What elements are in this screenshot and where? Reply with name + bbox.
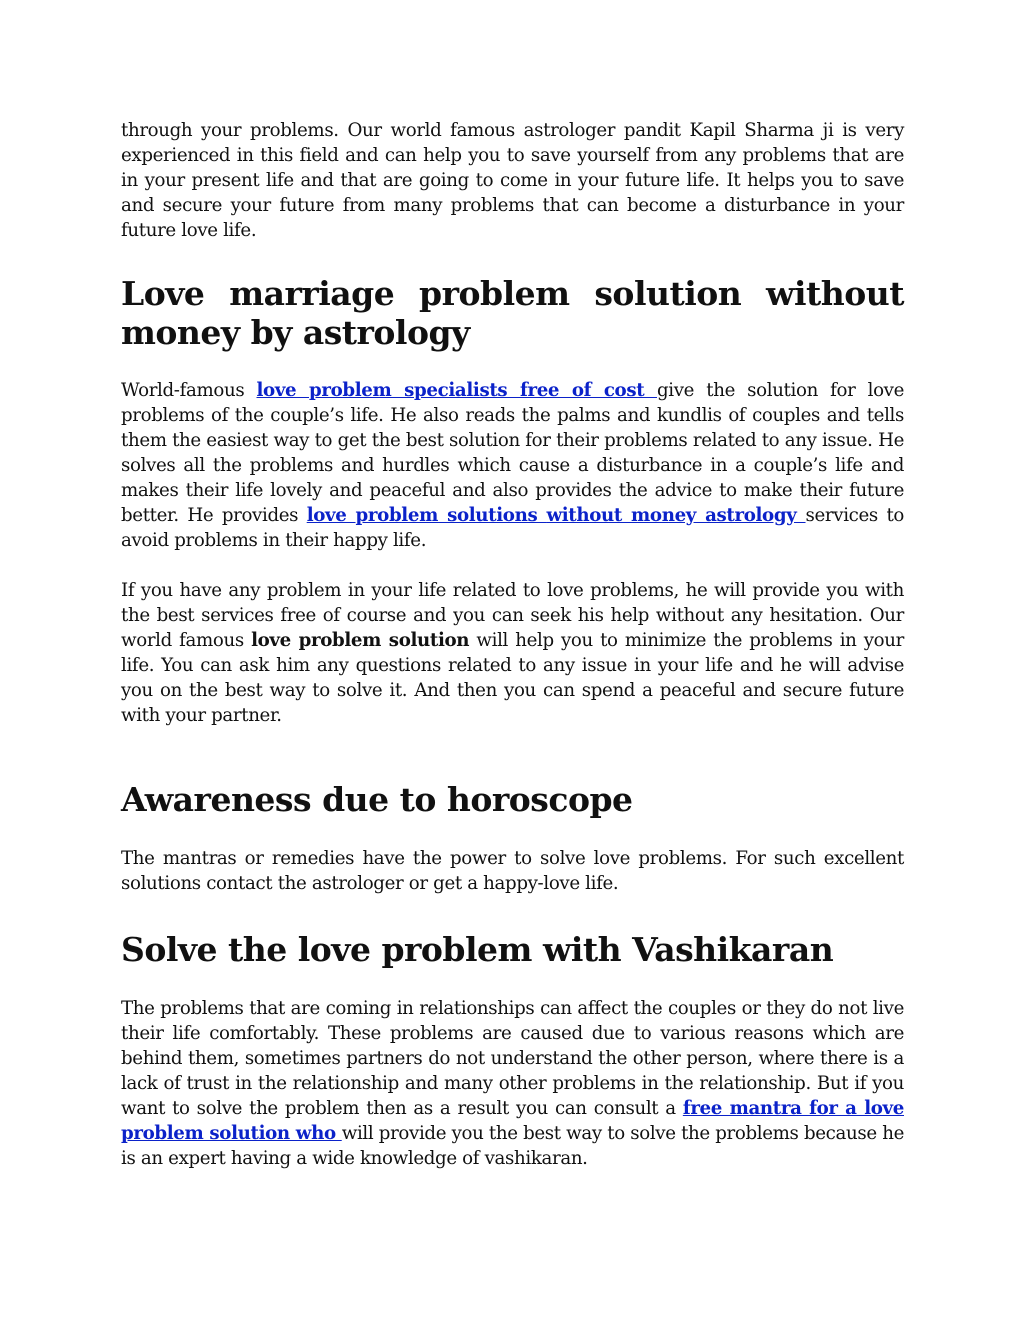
paragraph-if-you-have: [121, 578, 904, 728]
paragraph-relationships: [121, 996, 904, 1171]
paragraph-world-famous: [121, 378, 904, 553]
link-love-problem-solutions[interactable]: love problem solutions: [306, 505, 547, 526]
link-love-problem-specialists[interactable]: love problem specialists free of cost: [256, 380, 657, 401]
bold-love-problem-solution: love problem solution: [251, 630, 470, 651]
heading-awareness: Awareness due to horoscope: [121, 780, 633, 819]
intro-paragraph: through your problems. Our world famous astrologer pandit Kapil Sharma ji is very experienced in this field and can help you to save yourself from any problems that are in your present life and that are going to come in your future life. It helps you to save and secure your future from many problems that can become a disturbance in your future love life.: [121, 120, 904, 241]
heading-vashikaran: Solve the love problem with Vashikaran: [121, 930, 834, 969]
text-segment: The problems that are coming in relationships can affect the couples or they do not live their life comfortably. These problems are caused due to various reasons which are behind them, sometimes partners do not understand the other person, where there is a lack of trust in the relationship and many other problems in the relationship. But if you want to solve the problem then as a result you can consult a: [121, 998, 904, 1119]
link-without-money-astrology[interactable]: without money astrology: [546, 505, 806, 526]
text-segment: services to avoid problems in their happy life.: [121, 505, 904, 551]
link-free-mantra[interactable]: free mantra for a love problem solution who: [121, 1098, 904, 1144]
heading-love-marriage: Love marriage problem solution without money by astrology: [121, 274, 904, 352]
text-segment: If you have any problem in your life related to love problems, he will provide you with the best services free of course and you can seek his help without any hesitation. Our world famous: [121, 580, 904, 651]
text-segment: give the solution for love problems of the couple’s life. He also reads the palms and kundlis of couples and tells them the easiest way to get the best solution for their problems related to any issue. He solves all the problems and hurdles which cause a disturbance in a couple’s life and makes their life lovely and peaceful and also provides the advice to make their future better. He provides: [121, 380, 905, 526]
text-segment: will help you to minimize the problems in your life. You can ask him any questions related to any issue in your life and he will advise you on the best way to solve it. And then you can spend a peaceful and secure future with your partner.: [121, 630, 904, 726]
text-segment: World-famous: [121, 380, 257, 401]
paragraph-mantras: The mantras or remedies have the power to solve love problems. For such excellent solutions contact the astrologer or get a happy-love life.: [121, 848, 904, 894]
document-page: [121, 118, 904, 1171]
text-segment: will provide you the best way to solve the problems because he is an expert having a wide knowledge of vashikaran.: [121, 1123, 904, 1169]
